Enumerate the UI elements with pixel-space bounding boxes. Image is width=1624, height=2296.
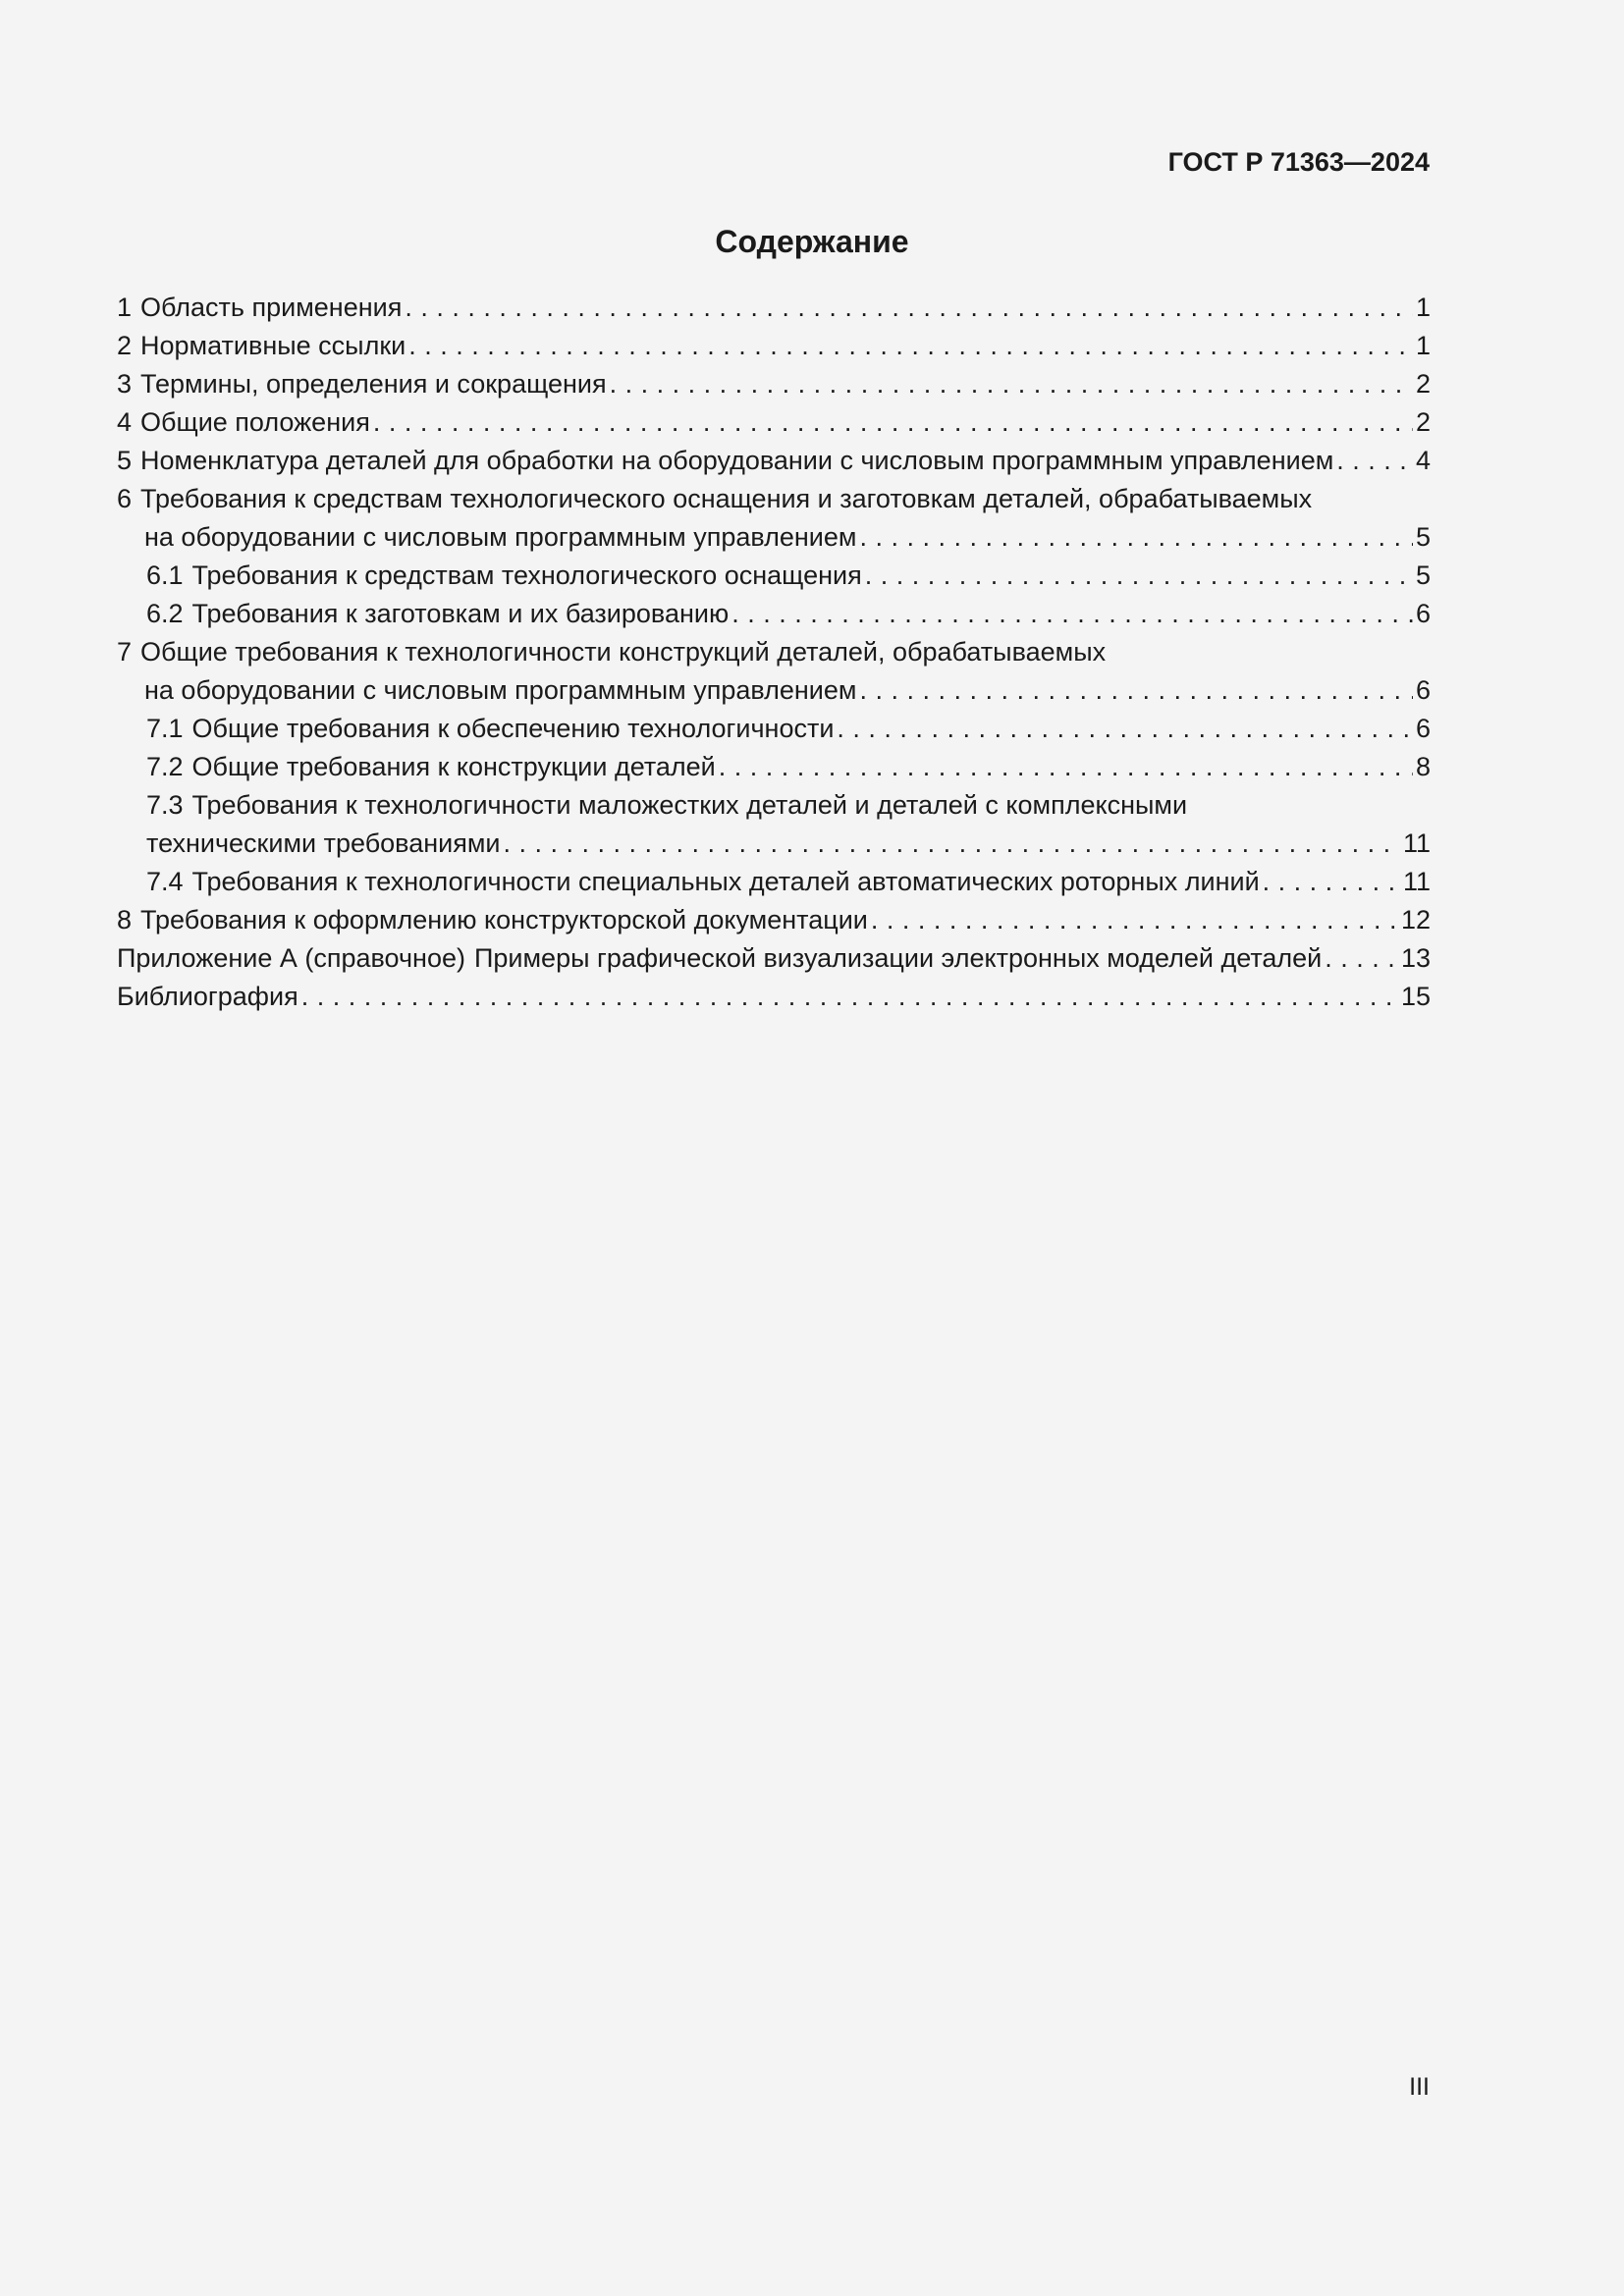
toc-page: 6 xyxy=(1415,599,1431,628)
toc-text: Общие требования к технологичности конструкций деталей, обрабатываемых xyxy=(140,637,1107,667)
toc-entry[interactable] xyxy=(117,978,1431,1016)
dot-leader xyxy=(1336,442,1413,480)
dot-leader xyxy=(408,327,1413,365)
dot-leader xyxy=(859,518,1413,557)
toc-number: 3 xyxy=(117,369,133,399)
toc-number: 7.2 xyxy=(146,752,184,781)
toc-page: 2 xyxy=(1415,407,1431,437)
toc-entry[interactable] xyxy=(117,289,1431,327)
toc-number: 6.2 xyxy=(146,599,184,628)
toc-number: 6 xyxy=(117,484,133,513)
dot-leader xyxy=(837,710,1413,748)
page-number: III xyxy=(1409,2073,1430,2101)
toc-entry[interactable] xyxy=(117,786,1431,825)
toc-entry[interactable] xyxy=(117,748,1431,786)
toc-entry-continuation[interactable] xyxy=(117,518,1431,557)
toc-page: 6 xyxy=(1415,714,1431,743)
toc-page: 11 xyxy=(1402,828,1431,858)
toc-text: Общие требования к обеспечению технологичности xyxy=(191,714,835,743)
toc-entry[interactable] xyxy=(117,442,1431,480)
toc-page: 13 xyxy=(1400,943,1431,973)
toc-page: 2 xyxy=(1415,369,1431,399)
toc-number: 2 xyxy=(117,331,133,360)
toc-number: 7.1 xyxy=(146,714,184,743)
dot-leader xyxy=(731,595,1413,633)
toc-page: 4 xyxy=(1415,446,1431,475)
toc-text: Нормативные ссылки xyxy=(140,331,406,360)
toc-text: Область применения xyxy=(140,293,403,322)
toc-entry[interactable] xyxy=(117,557,1431,595)
toc-entry[interactable] xyxy=(117,365,1431,403)
toc-text: Общие требования к конструкции деталей xyxy=(191,752,716,781)
toc-text: Термины, определения и сокращения xyxy=(140,369,607,399)
toc-number: Приложение А (справочное) xyxy=(117,943,465,973)
toc-text: на оборудовании с числовым программным управлением xyxy=(144,522,857,552)
dot-leader xyxy=(859,671,1413,710)
toc-page: 1 xyxy=(1415,293,1431,322)
toc-text: техническими требованиями xyxy=(146,828,501,858)
toc-text: Требования к средствам технологического оснащения xyxy=(191,561,862,590)
document-id: ГОСТ Р 71363—2024 xyxy=(1167,147,1430,177)
dot-leader xyxy=(610,365,1413,403)
toc-entry[interactable] xyxy=(117,480,1431,518)
toc-text: Требования к оформлению конструкторской документации xyxy=(140,905,868,934)
toc-entry[interactable] xyxy=(117,595,1431,633)
dot-leader xyxy=(719,748,1413,786)
dot-leader xyxy=(301,978,1398,1016)
page-title: Содержание xyxy=(715,224,909,259)
toc-page: 15 xyxy=(1400,982,1431,1011)
toc-text: Требования к заготовкам и их базированию xyxy=(191,599,730,628)
toc-page: 5 xyxy=(1415,522,1431,552)
toc-page: 5 xyxy=(1415,561,1431,590)
toc-page: 11 xyxy=(1402,867,1431,896)
toc-number: 7 xyxy=(117,637,133,667)
toc-page: 12 xyxy=(1400,905,1431,934)
toc-number: 8 xyxy=(117,905,133,934)
toc-text: Требования к технологичности специальных деталей автоматических роторных линий xyxy=(191,867,1260,896)
toc-number: 6.1 xyxy=(146,561,184,590)
toc-entry[interactable] xyxy=(117,863,1431,901)
toc-text: Требования к средствам технологического оснащения и заготовкам деталей, обрабатываемых xyxy=(140,484,1313,513)
toc-number: 7.4 xyxy=(146,867,184,896)
toc-text: Библиография xyxy=(117,982,298,1011)
table-of-contents xyxy=(117,289,1431,1016)
toc-text: Общие положения xyxy=(140,407,370,437)
dot-leader xyxy=(1325,939,1398,978)
toc-entry[interactable] xyxy=(117,939,1431,978)
dot-leader xyxy=(865,557,1413,595)
dot-leader xyxy=(504,825,1400,863)
toc-page: 1 xyxy=(1415,331,1431,360)
toc-entry[interactable] xyxy=(117,403,1431,442)
toc-page: 6 xyxy=(1415,675,1431,705)
toc-text: Примеры графической визуализации электронных моделей деталей xyxy=(473,943,1323,973)
toc-number: 4 xyxy=(117,407,133,437)
toc-entry[interactable] xyxy=(117,327,1431,365)
toc-number: 1 xyxy=(117,293,133,322)
toc-text: Требования к технологичности маложестких деталей и деталей с комплексными xyxy=(191,790,1188,820)
dot-leader xyxy=(405,289,1413,327)
toc-number: 5 xyxy=(117,446,133,475)
toc-entry[interactable] xyxy=(117,633,1431,671)
toc-text: Номенклатура деталей для обработки на оборудовании с числовым программным управлением xyxy=(140,446,1334,475)
toc-number: 7.3 xyxy=(146,790,184,820)
dot-leader xyxy=(1263,863,1400,901)
dot-leader xyxy=(871,901,1398,939)
toc-page: 8 xyxy=(1415,752,1431,781)
toc-entry-continuation[interactable] xyxy=(117,671,1431,710)
toc-entry-continuation[interactable] xyxy=(117,825,1431,863)
toc-text: на оборудовании с числовым программным управлением xyxy=(144,675,857,705)
dot-leader xyxy=(373,403,1413,442)
toc-entry[interactable] xyxy=(117,710,1431,748)
toc-entry[interactable] xyxy=(117,901,1431,939)
